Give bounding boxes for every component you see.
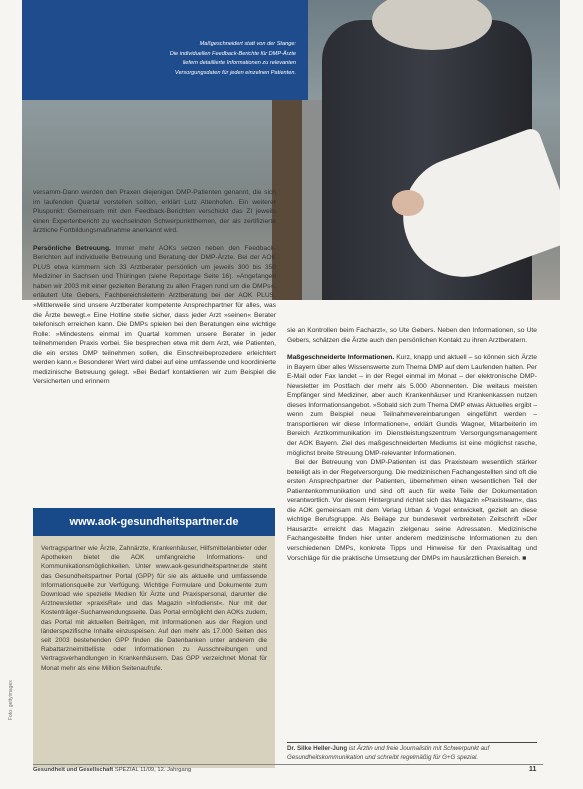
right-text-column xyxy=(287,326,537,563)
paragraph: Bei der Betreuung von DMP-Patienten ist das Praxisteam wesentlich stärker beteiligt als in der Regelversorgung. Die medizinischen Fachangestellten sind oft die ersten Ansprechpartner der Patienten, übernehmen einen wesentlichen Teil der Patientenkommunikation und sind oft auch für weite Teile der Dokumentation verantwortlich. Vor diesem Hintergrund richtet sich das Magazin »Praxisteam«, das die AOK gemeinsam mit dem Verlag Urban & Vogel entwickelt, gezielt an diese wichtige Berufsgruppe. Als Beilage zur bundesweit verbreiteten Zeitschrift »Der Hausarzt« erreicht das Magazin zielgenau seine Adressaten. Medizinische Fachangestellte finden hier unter anderem medizinische Informationen zu den verschiedenen DMPs, konkrete Tipps und Hinweise für den Praxisalltag und Vorschläge für die praktische Umsetzung der DMPs im hausärztlichen Bereich. ■ xyxy=(287,459,537,562)
info-box xyxy=(33,508,275,768)
footer-issue: SPEZIAL 11/09, 12. Jahrgang xyxy=(113,767,192,773)
photo-credit: Foto: gettyimages xyxy=(8,680,14,720)
section-heading: Maßgeschneiderte Informationen. xyxy=(287,354,395,362)
author-divider xyxy=(287,742,537,743)
paragraph-text: Immer mehr AOKs setzen neben den Feedback-Berichten auf individuelle Betreuung und Beratung der DMP-Ärzte. Bei der AOK PLUS etwa kümmern sich 33 Arztberater persönlich um jeweils 300 bis 350 Mediziner in Sachsen und Thüringen (siehe Reportage Seite 16). »Angefangen haben wir 2003 mit einer gezielten Beratung zu allen Fragen rund um die DMPs«, erläutert Ute Gebers, Fachbereichsleiterin Arztberatung bei der AOK PLUS. »Mittlerweile sind unsere Arztberater kompetente Ansprechpartner für alles, was die Ärzte bewegt.« Eine Hotline stelle sicher, dass jeder Arzt »seinen« Berater telefonisch erreichen kann. Die DMPs spielen bei den Beratungen eine wichtige Rolle: »Mindestens einmal im Quartal kommen unsere Berater in jeder teilnehmenden Praxis vorbei. Sie besprechen etwa mit dem Arzt, wie Patienten, die ein erstes DMP teilnehmen sollen, die Einschreibeprozedere erleichtert werden kann.« Besonderer Wert wird dabei auf eine umfassende und koordinierte medizinische Betreuung gelegt. »Bei Bedarf kontaktieren wir zum Beispiel die Versicherten und erinnern xyxy=(33,244,276,386)
info-box-banner-link[interactable]: www.aok-gesundheitspartner.de xyxy=(33,508,275,536)
photo-doorframe xyxy=(272,100,302,300)
author-note xyxy=(287,745,537,762)
paragraph: sie an Kontrollen beim Facharzt«, so Ute Gebers. Neben den Informationen, so Ute Gebers, schätzen die Ärzte auch den persönlichen Kontakt zu ihren Arztberatern. xyxy=(287,327,537,344)
footer-title: Gesundheit und Gesellschaft xyxy=(33,767,114,773)
page-number: 11 xyxy=(529,766,537,773)
footer-divider xyxy=(33,764,543,765)
caption-line: Die individuellen Feedback-Berichte für DMP-Ärzte xyxy=(169,50,296,57)
paragraph: versamm-Dann werden den Praxen diejenigen DMP-Patienten genannt, die sich im laufenden Quartal vorstellen sollten, erklärt Lutz Altenhofen. Ein weiterer Pluspunkt: Gemeinsam mit den Feedback-Berichten verschickt das ZI jeweils einen Expertenbericht zu wechselnden Schwerpunktthemen, der als zertifizierte ärztliche Fortbildungsmaßnahme anerkannt wird. xyxy=(33,189,276,235)
info-box-body: Vertragspartner wie Ärzte, Zahnärzte, Krankenhäuser, Hilfsmittelanbieter oder Apotheken bietet die AOK umfangreiche Informations- und Kommunikationsmöglichkeiten. Unter www.aok-gesundheitspartner.de steht das Gesundheitspartner Portal (GPP) für sie als aktuelle und umfassende Informationsquelle zur Verfügung. Wichtige Formulare und Dokumente zum Download wie spezielle Medien für Ärzte und Praxispersonal, darunter die Arztnewsletter »praxisRat« und das Magazin »Infodienst«. Nur mit der Kostenträger-Suchanwendungsseite. Das Portal ermöglicht den AOKs zudem, das Portal mit aktuellen Beiträgen, mit Informationen aus der Region und länderspezifische Inhalte einzuspeisen. Auf den mehr als 17.000 Seiten des seit 2003 bestehenden GPP finden die Datenbanken unter anderem die Rabattarzneimittelliste oder Informationen zu Ausschreibungen und Vertragsverhandlungen in Krankenhäusern. Das GPP verzeichnet Monat für Monat mehr als eine Million Seitenaufrufe. xyxy=(41,545,267,672)
paragraph xyxy=(287,353,537,458)
caption-line: Maßgeschneidert statt von der Stange: xyxy=(199,41,296,47)
caption-line: liefern detaillierte Informationen zu relevanten xyxy=(182,60,296,66)
photo-hand xyxy=(392,190,424,216)
paragraph-text: Kurz, knapp und aktuell – so können sich Ärzte in Bayern über alles Wissenswerte zum Thema DMP auf dem Laufenden halten. Per E-Mail oder Fax landet – in der Regel einmal im Monat – der elektronische DMP-Newsletter im Postfach der mehr als 5.000 Abonnenten. Die weitaus meisten Empfänger sind Mediziner, aber auch Krankenhäuser und Krankenkassen nutzen dieses Informationsangebot. »Sobald sich zum Thema DMP etwas Aktuelles ergibt – wenn zum Beispiel neue Teilnahmevereinbarungen eingeführt werden – transportieren wir diese Informationen«, erklärt Gundis Wagner, Mitarbeiterin im Bereich Arztkommunikation im Dienstleistungszentrum Versorgungsmanagement der AOK Bayern. Ziel des maßgeschneiderten Mediums ist eine möglichst rasche, möglichst breite Streuung DMP-relevanter Informationen. xyxy=(287,354,537,457)
footer-publication xyxy=(33,767,191,773)
photo-caption xyxy=(22,0,308,100)
section-heading: Persönliche Betreuung. xyxy=(33,244,111,252)
paragraph xyxy=(33,244,276,387)
author-description: ist Ärztin und freie Journalistin mit Schwerpunkt auf Gesundheitskommunikation und schreibt regelmäßig für G+G spezial. xyxy=(287,745,490,761)
left-text-column xyxy=(33,188,276,387)
caption-line: Versorgungsdaten für jeden einzelnen Patienten. xyxy=(174,69,296,76)
author-name: Dr. Silke Heller-Jung xyxy=(287,745,348,752)
